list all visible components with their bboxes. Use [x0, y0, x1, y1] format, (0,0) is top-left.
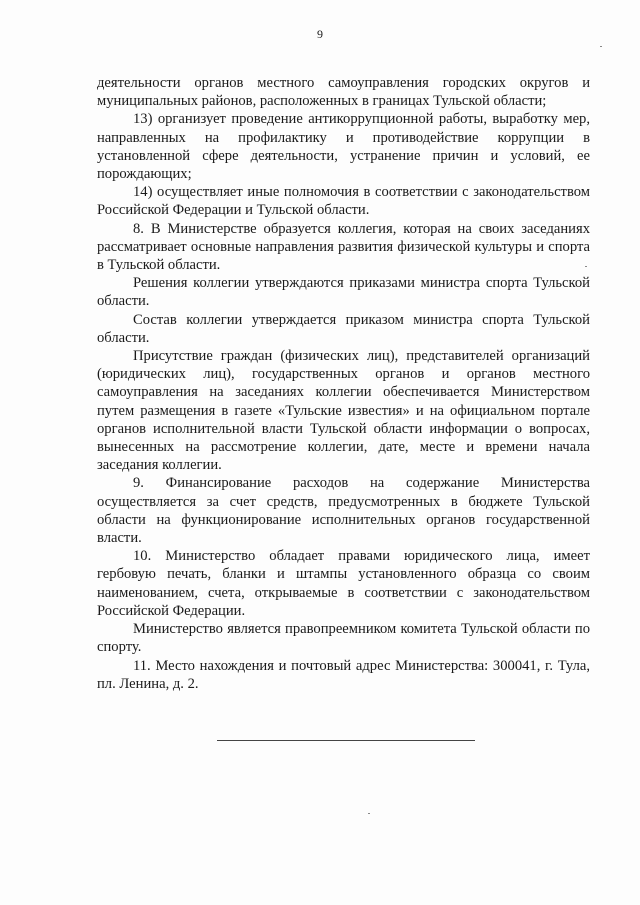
paragraph-section-8: 8. В Министерстве образуется коллегия, которая на своих заседаниях рассматривает основные направления развития физической культуры и спорта в Тульской области. [97, 220, 590, 274]
paragraph-section-9: 9. Финансирование расходов на содержание Министерства осуществляется за счет средств, предусмотренных в бюджете Тульской области на функционирование исполнительных органов государственной власти. [97, 475, 590, 547]
page-number: 9 [317, 27, 323, 41]
end-separator-line [217, 740, 475, 741]
paragraph-item-14: 14) осуществляет иные полномочия в соответствии с законодательством Российской Федерации и Тульской области. [97, 184, 590, 219]
document-body [97, 74, 590, 693]
scan-speck [585, 266, 587, 267]
paragraph-collegium-decisions: Решения коллегии утверждаются приказами министра спорта Тульской области. [97, 275, 590, 310]
paragraph-collegium-attendance: Присутствие граждан (физических лиц), представителей организаций (юридических лиц), государственных органов и органов местного самоуправления на заседаниях коллегии обеспечивается Министерством путем размещения в газете «Тульские известия» и на официальном портале органов исполнительной власти Тульской области информации о вопросах, вынесенных на рассмотрение коллегии, дате, месте и времени начала заседания коллегии. [97, 348, 590, 474]
scan-speck [368, 813, 370, 814]
paragraph-section-11: 11. Место нахождения и почтовый адрес Министерства: 300041, г. Тула, пл. Ленина, д. 2. [97, 657, 590, 692]
paragraph-section-10: 10. Министерство обладает правами юридического лица, имеет гербовую печать, бланки и штампы установленного образца со своим наименованием, счета, открываемые в соответствии с законодательством Российской Федерации. [97, 548, 590, 619]
paragraph-successor: Министерство является правопреемником комитета Тульской области по спорту. [97, 621, 590, 656]
paragraph-collegium-composition: Состав коллегии утверждается приказом министра спорта Тульской области. [97, 311, 590, 346]
paragraph-continuation: деятельности органов местного самоуправления городских округов и муниципальных районов, расположенных в границах Тульской области; [97, 75, 590, 110]
scan-speck [600, 46, 602, 47]
paragraph-item-13: 13) организует проведение антикоррупционной работы, выработку мер, направленных на профилактику и противодействие коррупции в установленной сфере деятельности, устранение причин и условий, ее порождающих; [97, 111, 590, 183]
